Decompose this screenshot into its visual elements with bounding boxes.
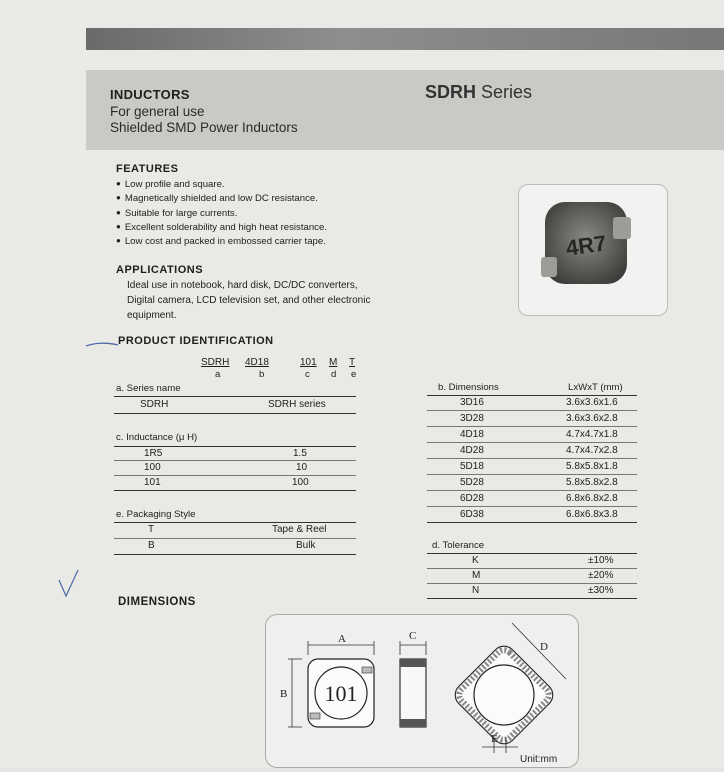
inductor-photo-icon xyxy=(519,185,667,315)
inductance-value-cell: 100 xyxy=(292,477,309,488)
dim-value-cell: 3.6x3.6x1.6 xyxy=(566,397,618,408)
series-code-cell: SDRH xyxy=(140,399,169,410)
table-rule xyxy=(427,568,637,569)
dimensions-table-label: b. Dimensions xyxy=(438,382,499,393)
pen-arrow-icon xyxy=(84,338,120,352)
packaging-code-cell: T xyxy=(148,524,155,535)
packaging-code-cell: B xyxy=(148,540,155,551)
tolerance-code-cell: M xyxy=(472,570,481,581)
table-rule xyxy=(427,458,637,459)
code-inductance: 101 xyxy=(300,357,317,368)
series-title xyxy=(425,82,532,103)
code-packaging: T xyxy=(349,357,356,368)
dim-value-cell: 5.8x5.8x1.8 xyxy=(566,461,618,472)
dim-code-cell: 6D38 xyxy=(460,509,484,520)
letter-b: b xyxy=(259,369,265,380)
dim-value-cell: 6.8x6.8x2.8 xyxy=(566,493,618,504)
pen-checkmark-icon xyxy=(56,568,82,600)
table-rule xyxy=(427,490,637,491)
label-c: C xyxy=(409,630,417,642)
dim-value-cell: 5.8x5.8x2.8 xyxy=(566,477,618,488)
table-rule xyxy=(427,426,637,427)
dim-value-cell: 6.8x6.8x3.8 xyxy=(566,509,618,520)
table-rule xyxy=(114,446,356,447)
inductance-code-cell: 101 xyxy=(144,477,161,488)
dim-code-cell: 3D16 xyxy=(460,397,484,408)
applications-line: Ideal use in notebook, hard disk, DC/DC converters, xyxy=(127,280,358,291)
dim-value-cell: 3.6x3.6x2.8 xyxy=(566,413,618,424)
dim-code-cell: 4D28 xyxy=(460,445,484,456)
table-rule xyxy=(427,410,637,411)
features-heading: FEATURES xyxy=(116,163,179,175)
inductance-value-cell: 1.5 xyxy=(293,448,307,459)
packaging-desc-cell: Tape & Reel xyxy=(272,524,327,535)
tolerance-code-cell: K xyxy=(472,555,479,566)
table-rule xyxy=(114,413,356,414)
feature-item: ● Magnetically shielded and low DC resistance. xyxy=(116,192,327,206)
dim-code-cell: 5D28 xyxy=(460,477,484,488)
table-rule xyxy=(427,583,637,584)
tolerance-value-cell: ±10% xyxy=(588,555,614,566)
product-id-heading: PRODUCT IDENTIFICATION xyxy=(118,335,274,347)
feature-item: ● Low cost and packed in embossed carrier tape. xyxy=(116,235,327,249)
inductance-code-cell: 100 xyxy=(144,462,161,473)
table-rule xyxy=(114,475,356,476)
dim-code-cell: 3D28 xyxy=(460,413,484,424)
dim-value-cell: 4.7x4.7x2.8 xyxy=(566,445,618,456)
packaging-label: e. Packaging Style xyxy=(116,509,196,520)
dimensions-heading: DIMENSIONS xyxy=(118,596,196,608)
dim-code-cell: 4D18 xyxy=(460,429,484,440)
table-rule xyxy=(114,554,356,555)
header-title: INDUCTORS xyxy=(110,87,190,102)
table-rule xyxy=(427,395,637,396)
tolerance-value-cell: ±20% xyxy=(588,570,614,581)
inductance-label: c. Inductance (μ H) xyxy=(116,432,198,443)
dimension-diagram xyxy=(266,615,578,767)
table-rule xyxy=(427,598,637,599)
dim-code-cell: 6D28 xyxy=(460,493,484,504)
label-b: B xyxy=(280,688,288,700)
table-rule xyxy=(427,522,637,523)
feature-item: ● Excellent solderability and high heat resistance. xyxy=(116,221,327,235)
table-rule xyxy=(114,522,356,523)
letter-a: a xyxy=(215,369,221,380)
table-rule xyxy=(114,396,356,397)
label-d: D xyxy=(540,641,548,653)
series-code: SDRH xyxy=(425,82,477,102)
applications-line: equipment. xyxy=(127,310,177,321)
unit-label: Unit:mm xyxy=(520,754,558,765)
packaging-desc-cell: Bulk xyxy=(296,540,316,551)
table-rule xyxy=(427,506,637,507)
inductance-code-cell: 1R5 xyxy=(144,448,163,459)
dim-code-cell: 5D18 xyxy=(460,461,484,472)
applications-text xyxy=(127,278,457,323)
letter-d: d xyxy=(331,369,337,380)
top-gray-bar xyxy=(86,28,724,50)
header-subtitle-1: For general use xyxy=(110,104,205,119)
product-photo xyxy=(518,184,668,316)
table-rule xyxy=(427,474,637,475)
dimensions-drawing xyxy=(265,614,579,768)
dim-value-cell: 4.7x4.7x1.8 xyxy=(566,429,618,440)
label-e: E xyxy=(491,733,498,745)
header-subtitle-2: Shielded SMD Power Inductors xyxy=(110,120,298,135)
photo-marking: 4R7 xyxy=(564,230,608,261)
series-word: Series xyxy=(481,82,533,102)
feature-item: ● Low profile and square. xyxy=(116,178,327,192)
label-a: A xyxy=(338,633,346,645)
table-rule xyxy=(427,553,637,554)
code-tolerance: M xyxy=(329,357,338,368)
diagram-marking: 101 xyxy=(324,681,358,706)
code-dimension: 4D18 xyxy=(245,357,269,368)
table-rule xyxy=(114,538,356,539)
code-series: SDRH xyxy=(201,357,230,368)
letter-c: c xyxy=(305,369,310,380)
inductance-value-cell: 10 xyxy=(296,462,308,473)
applications-line: Digital camera, LCD television set, and other electronic xyxy=(127,295,371,306)
series-desc-cell: SDRH series xyxy=(268,399,326,410)
feature-item: ● Suitable for large currents. xyxy=(116,207,327,221)
series-name-label: a. Series name xyxy=(116,383,181,394)
applications-heading: APPLICATIONS xyxy=(116,264,204,276)
tolerance-label: d. Tolerance xyxy=(432,540,485,551)
table-rule xyxy=(114,490,356,491)
dimensions-unit-header: LxWxT (mm) xyxy=(568,382,623,393)
tolerance-value-cell: ±30% xyxy=(588,585,614,596)
table-rule xyxy=(427,442,637,443)
letter-e: e xyxy=(351,369,357,380)
table-rule xyxy=(114,460,356,461)
tolerance-code-cell: N xyxy=(472,585,480,596)
features-list xyxy=(116,178,327,249)
